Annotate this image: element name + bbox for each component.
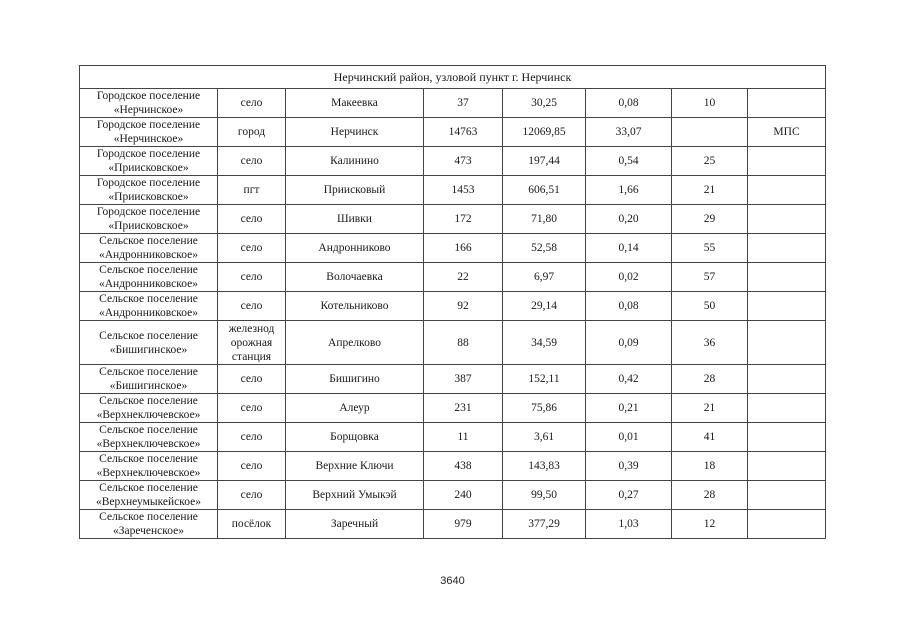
- population-cell: 1453: [424, 176, 503, 205]
- distance-cell: [672, 118, 748, 147]
- table-row: [80, 118, 826, 147]
- table-row: [80, 292, 826, 321]
- distance-cell: 28: [672, 481, 748, 510]
- share-cell: 0,02: [586, 263, 672, 292]
- locality-cell: Котельниково: [286, 292, 424, 321]
- type-cell: село: [218, 452, 286, 481]
- type-cell: село: [218, 234, 286, 263]
- share-cell: 0,08: [586, 292, 672, 321]
- type-cell: город: [218, 118, 286, 147]
- table-row: [80, 321, 826, 365]
- locality-cell: Калинино: [286, 147, 424, 176]
- table-row: [80, 423, 826, 452]
- note-cell: [748, 89, 826, 118]
- share-cell: 33,07: [586, 118, 672, 147]
- share-cell: 0,14: [586, 234, 672, 263]
- settlement-cell: Городское поселение «Приисковское»: [80, 147, 218, 176]
- population-cell: 473: [424, 147, 503, 176]
- settlement-cell: Сельское поселение «Андронниковское»: [80, 234, 218, 263]
- value-cell: 143,83: [503, 452, 586, 481]
- type-cell: село: [218, 481, 286, 510]
- note-cell: [748, 481, 826, 510]
- locality-cell: Алеур: [286, 394, 424, 423]
- locality-cell: Приисковый: [286, 176, 424, 205]
- locality-cell: Макеевка: [286, 89, 424, 118]
- value-cell: 34,59: [503, 321, 586, 365]
- distance-cell: 57: [672, 263, 748, 292]
- share-cell: 0,09: [586, 321, 672, 365]
- share-cell: 0,39: [586, 452, 672, 481]
- share-cell: 1,66: [586, 176, 672, 205]
- note-cell: [748, 394, 826, 423]
- value-cell: 29,14: [503, 292, 586, 321]
- locality-cell: Волочаевка: [286, 263, 424, 292]
- settlement-cell: Сельское поселение «Верхнеключевское»: [80, 452, 218, 481]
- population-cell: 92: [424, 292, 503, 321]
- distance-cell: 12: [672, 510, 748, 539]
- distance-cell: 25: [672, 147, 748, 176]
- distance-cell: 50: [672, 292, 748, 321]
- note-cell: МПС: [748, 118, 826, 147]
- note-cell: [748, 365, 826, 394]
- note-cell: [748, 452, 826, 481]
- distance-cell: 10: [672, 89, 748, 118]
- population-cell: 11: [424, 423, 503, 452]
- type-cell: пгт: [218, 176, 286, 205]
- population-cell: 979: [424, 510, 503, 539]
- page-number: 3640: [440, 575, 465, 587]
- settlement-cell: Сельское поселение «Бишигинское»: [80, 365, 218, 394]
- value-cell: 52,58: [503, 234, 586, 263]
- value-cell: 197,44: [503, 147, 586, 176]
- settlement-cell: Городское поселение «Нерчинское»: [80, 89, 218, 118]
- table-row: [80, 365, 826, 394]
- type-cell: село: [218, 147, 286, 176]
- data-table: [79, 65, 826, 539]
- note-cell: [748, 176, 826, 205]
- population-cell: 438: [424, 452, 503, 481]
- share-cell: 0,27: [586, 481, 672, 510]
- population-cell: 231: [424, 394, 503, 423]
- locality-cell: Шивки: [286, 205, 424, 234]
- distance-cell: 36: [672, 321, 748, 365]
- note-cell: [748, 321, 826, 365]
- note-cell: [748, 263, 826, 292]
- type-cell: село: [218, 89, 286, 118]
- settlement-cell: Сельское поселение «Андронниковское»: [80, 263, 218, 292]
- settlement-cell: Городское поселение «Приисковское»: [80, 176, 218, 205]
- note-cell: [748, 510, 826, 539]
- note-cell: [748, 423, 826, 452]
- type-cell: село: [218, 205, 286, 234]
- value-cell: 6,97: [503, 263, 586, 292]
- type-cell: село: [218, 423, 286, 452]
- settlement-cell: Городское поселение «Приисковское»: [80, 205, 218, 234]
- population-cell: 88: [424, 321, 503, 365]
- distance-cell: 21: [672, 176, 748, 205]
- value-cell: 3,61: [503, 423, 586, 452]
- note-cell: [748, 234, 826, 263]
- population-cell: 240: [424, 481, 503, 510]
- table-row: [80, 89, 826, 118]
- population-cell: 166: [424, 234, 503, 263]
- type-cell: посёлок: [218, 510, 286, 539]
- distance-cell: 55: [672, 234, 748, 263]
- locality-cell: Андронниково: [286, 234, 424, 263]
- share-cell: 0,54: [586, 147, 672, 176]
- population-cell: 387: [424, 365, 503, 394]
- population-cell: 22: [424, 263, 503, 292]
- settlement-cell: Сельское поселение «Зареченское»: [80, 510, 218, 539]
- table-row: [80, 263, 826, 292]
- settlement-cell: Сельское поселение «Верхнеключевское»: [80, 423, 218, 452]
- distance-cell: 21: [672, 394, 748, 423]
- settlement-cell: Городское поселение «Нерчинское»: [80, 118, 218, 147]
- type-cell: село: [218, 365, 286, 394]
- population-cell: 172: [424, 205, 503, 234]
- locality-cell: Верхний Умыкэй: [286, 481, 424, 510]
- settlement-cell: Сельское поселение «Бишигинское»: [80, 321, 218, 365]
- value-cell: 71,80: [503, 205, 586, 234]
- table-row: [80, 452, 826, 481]
- table-row: [80, 147, 826, 176]
- type-cell: железнод орожная станция: [218, 321, 286, 365]
- distance-cell: 18: [672, 452, 748, 481]
- settlement-cell: Сельское поселение «Андронниковское»: [80, 292, 218, 321]
- table-row: [80, 205, 826, 234]
- distance-cell: 29: [672, 205, 748, 234]
- locality-cell: Борщовка: [286, 423, 424, 452]
- population-cell: 37: [424, 89, 503, 118]
- share-cell: 0,20: [586, 205, 672, 234]
- table-row: [80, 510, 826, 539]
- settlement-cell: Сельское поселение «Верхнеключевское»: [80, 394, 218, 423]
- table-title: Нерчинский район, узловой пункт г. Нерчинск: [80, 66, 826, 89]
- value-cell: 99,50: [503, 481, 586, 510]
- note-cell: [748, 205, 826, 234]
- share-cell: 0,01: [586, 423, 672, 452]
- table-title-row: [80, 66, 826, 89]
- share-cell: 0,42: [586, 365, 672, 394]
- population-cell: 14763: [424, 118, 503, 147]
- note-cell: [748, 292, 826, 321]
- locality-cell: Заречный: [286, 510, 424, 539]
- table-row: [80, 394, 826, 423]
- table-row: [80, 234, 826, 263]
- share-cell: 1,03: [586, 510, 672, 539]
- type-cell: село: [218, 292, 286, 321]
- locality-cell: Апрелково: [286, 321, 424, 365]
- distance-cell: 41: [672, 423, 748, 452]
- value-cell: 75,86: [503, 394, 586, 423]
- type-cell: село: [218, 263, 286, 292]
- note-cell: [748, 147, 826, 176]
- locality-cell: Нерчинск: [286, 118, 424, 147]
- distance-cell: 28: [672, 365, 748, 394]
- value-cell: 30,25: [503, 89, 586, 118]
- type-cell: село: [218, 394, 286, 423]
- settlement-cell: Сельское поселение «Верхнеумыкейское»: [80, 481, 218, 510]
- table-row: [80, 176, 826, 205]
- locality-cell: Бишигино: [286, 365, 424, 394]
- value-cell: 377,29: [503, 510, 586, 539]
- value-cell: 152,11: [503, 365, 586, 394]
- locality-cell: Верхние Ключи: [286, 452, 424, 481]
- share-cell: 0,21: [586, 394, 672, 423]
- value-cell: 12069,85: [503, 118, 586, 147]
- share-cell: 0,08: [586, 89, 672, 118]
- value-cell: 606,51: [503, 176, 586, 205]
- table-row: [80, 481, 826, 510]
